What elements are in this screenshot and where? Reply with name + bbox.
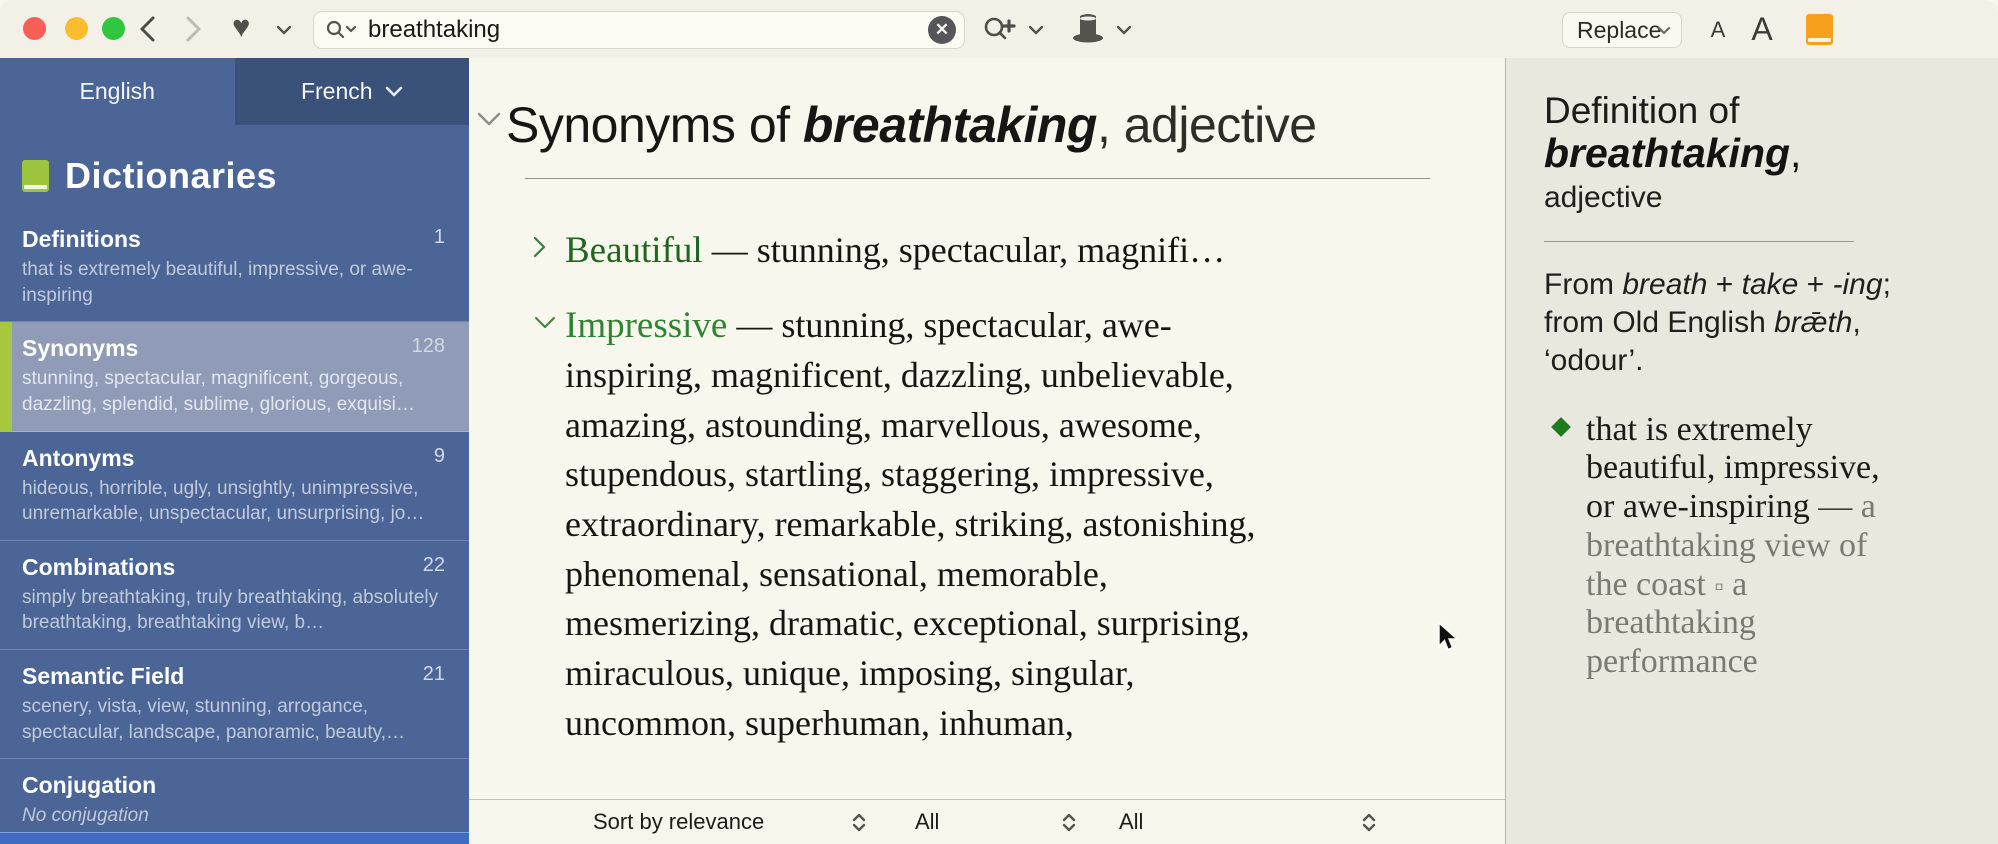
etymology-part: From [1544, 267, 1623, 301]
sidebar-item-subtitle: simply breathtaking, truly breathtaking, absolutely breathtaking, breathtaking view, b… [22, 586, 439, 634]
filter-dropdown-1[interactable]: All [915, 809, 940, 834]
forward-button[interactable] [180, 14, 206, 44]
language-tabs [0, 58, 469, 125]
entry-term[interactable]: Beautiful [565, 230, 703, 271]
page-title-pos: , adjective [1096, 97, 1317, 153]
search-icon [326, 20, 360, 42]
filter-dropdown-2[interactable]: All [1119, 809, 1144, 834]
sidebar [0, 58, 469, 844]
replace-button[interactable] [1562, 12, 1682, 48]
chevron-down-icon[interactable] [533, 316, 557, 330]
page-title [506, 96, 1505, 154]
etymology-text [1544, 266, 1926, 381]
etymology-part: ; from Old English [1544, 267, 1891, 339]
back-button[interactable] [135, 14, 161, 44]
chevron-down-icon [385, 86, 403, 97]
add-search-icon[interactable] [984, 16, 1016, 44]
main-content [469, 58, 1505, 844]
decrease-font-size-button[interactable]: A [1710, 17, 1726, 42]
sidebar-item-subtitle: stunning, spectacular, magnificent, gorgeous, dazzling, splendid, sublime, glorious, exquisi… [22, 368, 415, 415]
search-field[interactable] [313, 11, 965, 49]
sidebar-item-title: Semantic Field [22, 663, 185, 690]
sidebar-item-conjugation[interactable] [0, 759, 469, 843]
sidebar-item-combinations[interactable] [0, 541, 469, 650]
favorites-heart-icon[interactable]: ♥ [232, 9, 251, 44]
entry-synonyms: — stunning, spectacular, awe-inspiring, magnificent, dazzling, unbelievable, amazing, astounding, marvellous, awesome, stupendous, startling, staggering, impressive, extraordinary, remarkable, striking, astonishing, phenomenal, sensational, memorable, mesmerizing, dramatic, exceptional, surprising, miraculous, unique, imposing, singular, uncommon, superhuman, inhuman, [565, 305, 1256, 743]
tab-english-label: English [79, 78, 155, 104]
replace-button-label: Replace [1577, 17, 1662, 43]
sidebar-item-title: Synonyms [22, 335, 139, 362]
entry-impressive [565, 300, 1265, 748]
sidebar-item-subtitle: No conjugation [22, 805, 149, 827]
sidebar-item-count: 128 [411, 335, 445, 358]
heading-divider [525, 178, 1430, 179]
entry-synonyms: — stunning, spectacular, magnifi… [711, 230, 1226, 270]
sidebar-item-title: Combinations [22, 553, 176, 580]
sidebar-item-count: 21 [422, 663, 445, 686]
definition-word-comma: , [1790, 130, 1802, 177]
sidebar-item-subtitle: scenery, vista, view, stunning, arrogance, spectacular, landscape, panoramic, beauty,… [22, 696, 406, 743]
definition-example: a breathtaking view of the coast [1586, 488, 1876, 603]
sidebar-item-title: Antonyms [22, 444, 135, 471]
search-input[interactable] [366, 12, 910, 48]
definition-panel-pos: adjective [1544, 180, 1663, 214]
green-dictionary-book-icon [22, 160, 49, 192]
definition-panel-divider [1544, 241, 1854, 242]
etymology-part: brǣth [1774, 305, 1853, 339]
page-title-word: breathtaking [802, 97, 1097, 153]
sidebar-item-count: 22 [422, 553, 445, 576]
dictionaries-title: Dictionaries [65, 155, 278, 196]
etymology-part: -ing [1832, 267, 1883, 301]
etymology-part: take [1741, 267, 1799, 301]
magic-hat-dropdown-chevron[interactable] [1116, 25, 1132, 35]
chevron-right-icon[interactable] [533, 235, 547, 259]
page-title-prefix: Synonyms of [506, 97, 803, 153]
zoom-window-button[interactable] [102, 17, 125, 40]
magic-hat-icon[interactable] [1070, 13, 1106, 45]
clear-search-button[interactable]: ✕ [928, 16, 956, 44]
etymology-part: , ‘odour’. [1544, 305, 1861, 378]
collapse-section-chevron[interactable] [477, 112, 501, 126]
entry-term[interactable]: Impressive [565, 305, 728, 347]
increase-font-size-button[interactable]: A [1751, 11, 1773, 47]
definition-bullet-icon [1551, 417, 1571, 437]
filter1-stepper-icon[interactable] [1061, 813, 1077, 832]
sort-dropdown[interactable]: Sort by relevance [593, 809, 765, 834]
example-separator-icon: ▫ [1714, 571, 1724, 601]
filter2-stepper-icon[interactable] [1361, 813, 1377, 832]
favorites-dropdown-chevron[interactable] [276, 25, 292, 35]
sidebar-item-antonyms[interactable] [0, 432, 469, 541]
add-search-dropdown-chevron[interactable] [1028, 25, 1044, 35]
mouse-cursor [1437, 622, 1461, 652]
sidebar-item-title: Conjugation [22, 772, 157, 799]
synonym-entries [565, 225, 1265, 748]
definition-panel-title: Definition of [1544, 90, 1740, 131]
dictionaries-header [0, 125, 469, 213]
orange-dictionary-book-icon[interactable] [1806, 14, 1833, 45]
sidebar-bottom-scroll-strip [0, 832, 469, 844]
tab-english[interactable] [0, 58, 235, 125]
tab-french-label: French [300, 78, 373, 104]
tab-french[interactable] [235, 58, 470, 125]
sidebar-item-synonyms[interactable] [0, 322, 469, 431]
sidebar-item-count: 1 [433, 226, 445, 248]
minimize-window-button[interactable] [65, 17, 88, 40]
etymology-part: breath [1622, 267, 1708, 301]
definition-example: a breathtaking performance [1586, 565, 1758, 681]
definition-panel [1505, 58, 1998, 844]
etymology-part: + [1798, 267, 1833, 301]
definition-item [1544, 411, 1902, 682]
definition-word: breathtaking [1544, 130, 1791, 177]
sidebar-item-subtitle: that is extremely beautiful, impressive, or awe-inspiring [22, 259, 413, 306]
sidebar-item-subtitle: hideous, horrible, ugly, unsightly, unimpressive, unremarkable, unspectacular, unsurprising, jo… [22, 477, 425, 525]
toolbar [0, 0, 1998, 59]
sidebar-item-semantic-field[interactable] [0, 650, 469, 759]
close-window-button[interactable] [23, 17, 46, 40]
sidebar-item-title: Definitions [22, 226, 141, 252]
definition-panel-word [1544, 131, 1968, 176]
definition-text: that is extremely beautiful, impressive, or awe-inspiring [1586, 410, 1880, 526]
sort-stepper-icon[interactable] [851, 813, 867, 832]
definition-dash: — [1818, 488, 1853, 526]
filter-bar [469, 799, 1505, 844]
sidebar-item-definitions[interactable] [0, 213, 469, 322]
etymology-part: + [1707, 267, 1742, 301]
entry-beautiful [565, 225, 1265, 276]
sidebar-item-count: 9 [433, 444, 445, 467]
